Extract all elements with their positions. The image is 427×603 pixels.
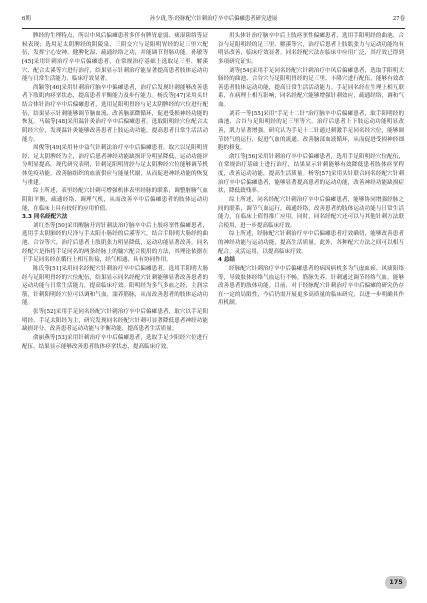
header-rule: [22, 28, 405, 29]
paragraph: 用头体针治疗脑卒中后上肢痉挛性偏瘫患者，选用手阳明经的曲池、合谷与足阳明经的足三里、解溪等穴，治疗后患者上肢肌张力与运动功能均有明显改善，临床疗效显著。同名经配穴法在临床中应用广泛，其疗效已得到多项研究证实。: [218, 33, 404, 65]
paragraph: 综上所述，经脉配穴针刺治疗卒中后偏瘫患者疗效确切，能够改善患者的神经功能与运动功能，提高生活质量。此外，各种配穴方法之间可以相互配合，灵活运用，以提高临床疗效。: [218, 231, 404, 255]
issue-label: 6期: [22, 16, 31, 22]
paragraph: 张等[52]采用手足同名经配穴针刺治疗卒中后偏瘫患者，取穴以手足阳明经、手足太阳经为主，研究发现同名经配穴针刺可显著降低患者神经功能缺损评分，改善患者运动功能与平衡功能，提高患者生活质量。: [22, 309, 208, 333]
paragraph: 经脉配穴针刺治疗卒中后偏瘫患者的病因病机多为气虚血瘀、风痰阻络等，导致肢体经络气血运行不畅，筋脉失养。针刺通过调节经络气血，能够改善患者的肢体功能。目前，对于经脉配穴针刺治疗卒中后偏瘫的研究仍存在一定的局限性，今后仍需开展更多高质量的临床研究，以进一步明确其作用机制。: [218, 265, 404, 307]
paragraph: 尚颖等[46]采用针刺治疗脑卒中偏瘫患者，治疗后发现针刺能够改善患者下肢肌肉痉挛状态，提高患者平衡能力及步行能力。杨氏等[47]采用头针结合体针治疗卒中后偏瘫患者，选用足阳明胃经与足太阴脾经的穴位进行配伍，结果显示针刺能够调节脑血流、改善脑部微循环，促进受损神经功能的恢复。马瑞等[48]采用温针灸治疗卒中后偏瘫患者，选取阳明经穴位配合太阴经穴位，发现温针灸能够改善患者上肢运动功能，提高患者日常生活活动能力。: [22, 84, 208, 143]
paragraph: 刘红杰等[50]采用醒脑开窍针刺法治疗脑卒中后上肢痉挛性偏瘫患者，选用手太阴肺经的尺泽与手太阳小肠经的后溪等穴，结合手阳明大肠经的曲池、合谷等穴，治疗后患者上肢肌张力明显降低，运动功能显著改善。同名经配穴是指将手足同名的两条经脉上的腧穴配合使用的方法，其理论依据在于手足同名经在循行上相互衔接，经气相通，具有协同作用。: [22, 222, 208, 264]
paragraph: 刘若一等[55]采用"手足十二针"治疗脑卒中后偏瘫患者，取手阳明经的曲池、合谷与足阳明经的足三里等穴，治疗后患者上下肢运动功能明显改善，肌力显著增强。研究认为手足十二针通过刺激手足同名经穴位，能够调节经气的运行，促进气血的流通，改善脑部血液循环，从而促进受损神经细胞的修复。: [218, 110, 404, 152]
section-heading: 3.3 同名经配穴法: [22, 214, 68, 221]
paragraph: 陈氏等[51]采用同名经配穴针刺治疗卒中后偏瘫患者，选用手阳明大肠经与足阳明胃经的穴位配伍，结果显示同名经配穴针刺能够显著改善患者的运动功能与日常生活能力，提高临床疗效。阳明经为多气多血之经，主润宗筋，针刺阳明经穴位可以调和气血，濡养筋脉，从而改善患者的肢体运动功能。: [22, 265, 208, 307]
left-column: [22, 32, 208, 572]
paragraph: 脾经的生理特点，所以中风后偏瘫患者多伴有脾胃虚弱、痰湿阻络等证候表现；选用足太阴脾经的阴陵泉、三阴交穴与足阳明胃经的足三里穴配伍，发挥宁心安神、健脾化湿、疏通经络之功，并能调节胃肠功能。孙敏等[45]采用针刺治疗卒中后偏瘫患者，在常规治疗基础上选取足三里、解溪穴、配合太溪等穴进行治疗，结果显示针刺治疗能显著提高患者肢体运动功能与日常生活能力，临床疗效显著。: [22, 33, 208, 83]
paragraph: 周俊等[49]采用补中益气针刺法治疗卒中后偏瘫患者，取穴以足阳明胃经、足太阴脾经为主，治疗后患者神经功能缺损评分明显降低，运动功能评分明显提高。现代研究表明，针刺足阳明胃经与足太阴脾经穴位能够调节机体免疫功能，改善脑组织的血液供应与能量代谢，从而促进神经功能的恢复与重建。: [22, 145, 208, 186]
right-column: [218, 32, 404, 572]
paragraph: 俞丽燕等[53]采用针刺治疗卒中后偏瘫患者，选取手足少阳经穴位进行配伍，结果显示能够改善患者肢体痉挛状态，提高临床疗效。: [22, 334, 208, 350]
page-number: 175: [385, 576, 407, 589]
paragraph: 综上所述，表里经配穴针刺可增强机体表里经脉的联系，调整脏腑气血阴阳平衡，疏通经络，调理气机，从而改善卒中后偏瘫患者的肢体运动功能，在临床上具有较好的应用价值。: [22, 188, 208, 212]
paragraph: 刘等[54]采用手足同名经配穴针刺治疗中风后偏瘫患者，选取手阳明大肠经的曲池、合谷穴与足阳明胃经的足三里、丰隆穴进行配伍，能够有效改善患者肢体运动功能，提高日常生活活动能力。手足同名经在生理上相互联系，在病理上相互影响，同名经配穴能够增强针刺效应，疏通经络，调和气血。: [218, 67, 404, 108]
paragraph: 综上所述，同名经配穴针刺治疗卒中后偏瘫患者，能够协同增强经脉之间的联系，调节气血运行，疏通经络，改善患者的肢体运动功能与日常生活能力，在临床上值得推广应用。同时，同名经配穴还可以与其他针刺方法联合使用，进一步提高临床疗效。: [218, 196, 404, 229]
volume-label: 27卷: [392, 16, 405, 22]
running-header: [22, 12, 405, 26]
running-title: 孙少珑,等:经脉配穴针刺治疗卒中后偏瘫患者研究进展: [149, 16, 278, 22]
paragraph: 俞红等[56]采用针刺治疗卒中后偏瘫患者，选用手足阳明经穴位配伍，在常规治疗基础上进行治疗，结果显示针刺能够有效降低患者肢体痉挛程度，改善运动功能，提高生活质量。杨等[57]采用头针联合同名经配穴针刺治疗卒中后偏瘫患者，能够显著提高患者的运动功能，改善神经功能缺损症状，降低致残率。: [218, 153, 404, 195]
section-heading: 4 总结: [218, 257, 236, 264]
